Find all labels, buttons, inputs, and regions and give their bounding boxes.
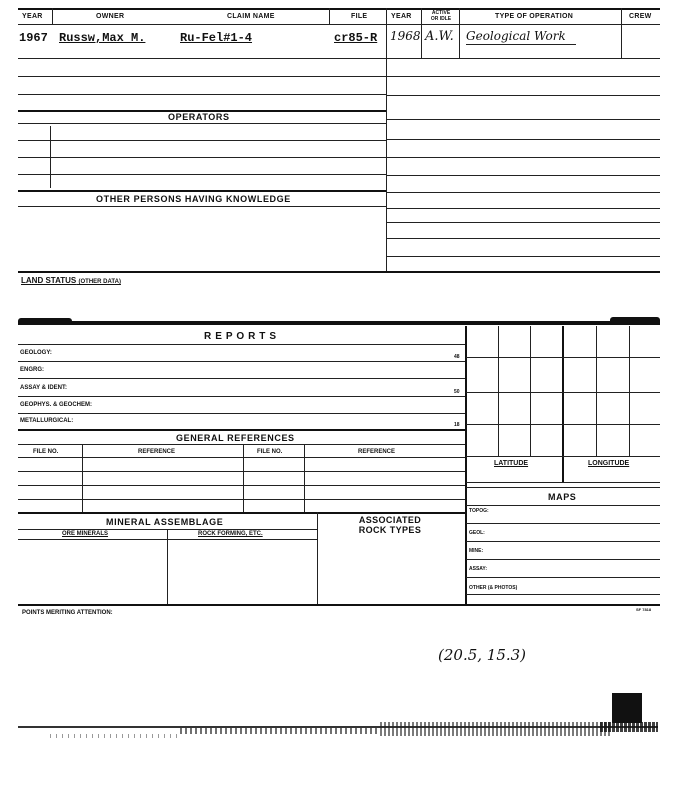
metallurgical-num: 18 [454,422,460,428]
col-year-header: YEAR [22,13,43,20]
col-active-header [425,10,457,22]
ref-col-reference-1: REFERENCE [138,449,176,455]
longitude-label: LONGITUDE [588,460,630,467]
row-line [18,190,386,192]
bar-blob-left [18,318,72,324]
row-line [18,413,466,414]
maps-geol: GEOL: [469,530,485,536]
row-line [386,222,660,223]
top-table-bottom [18,271,660,273]
grid-v [629,326,630,456]
reports-label: R E P O R T S [204,331,277,342]
grid-h [466,357,660,358]
associated-rock-types-label: ASSOCIATED ROCK TYPES [358,515,422,535]
grid-v [498,326,499,456]
entry-file: cr85-R [334,31,378,45]
row-line [386,238,660,239]
lower-bottom-bar [18,604,660,606]
col-owner-header: OWNER [96,13,125,20]
noise-band [380,722,610,736]
mineral-assemblage-label: MINERAL ASSEMBLAGE [106,517,224,527]
grid-h [466,456,660,457]
divider [52,8,53,24]
grid-h [466,392,660,393]
maps-topog: TOPOG: [469,508,489,514]
row-line [18,361,466,362]
divider [459,8,460,58]
operation-underline [466,44,576,45]
points-meriting-label: POINTS MERITING ATTENTION: [22,610,113,616]
col-file-header: FILE [351,13,368,20]
divider [421,8,422,58]
divider-main [386,8,387,272]
row-line [386,95,660,96]
land-status [21,276,121,285]
active-line2: OR IDLE [430,16,452,22]
land-status-sub: (OTHER DATA) [78,279,121,285]
operators-label: OPERATORS [168,112,230,122]
entry-operation: Geological Work [466,29,566,43]
active-line1: ACTIVE [431,10,451,16]
divider [329,8,330,24]
row-line [386,157,660,158]
engrg-label: ENGRG: [20,367,44,373]
maps-other: OTHER (& PHOTOS) [469,585,518,591]
geology-num: 48 [454,354,460,360]
row-line [18,94,386,95]
maps-assay: ASSAY: [469,566,488,572]
maps-mine: MINE: [469,548,484,554]
entry-claim-name: Ru-Fel#1-4 [180,31,253,45]
grid-h [466,487,660,488]
col-year2-header: YEAR [391,13,412,20]
row-line [18,76,386,77]
row-line [18,529,318,530]
row-line [18,58,386,59]
row-line [386,58,660,59]
grid-h [466,424,660,425]
row-line [18,140,386,141]
bar-blob-right [610,317,660,325]
row-line [466,559,660,560]
row-line [466,505,660,506]
rock-forming-label: ROCK FORMING, ETC. [198,531,263,537]
metallurgical-label: METALLURGICAL: [20,418,74,424]
header-underline [18,24,660,25]
row-line [386,208,660,209]
other-persons-label: OTHER PERSONS HAVING KNOWLEDGE [96,194,291,204]
row-line [18,471,466,472]
latitude-label: LATITUDE [494,460,529,467]
entry-active: A.W. [425,29,454,44]
ref-col-reference-2: REFERENCE [358,449,396,455]
grid-h [466,482,660,483]
row-line [18,539,318,540]
divider [50,126,51,188]
row-line [386,139,660,140]
ref-col-file-no-2: FILE NO. [257,449,283,455]
geophys-label: GEOPHYS. & GEOCHEM: [20,402,93,408]
row-line [466,594,660,595]
noise-band [180,728,380,734]
assay-label: ASSAY & IDENT: [20,385,68,391]
row-line [18,344,466,345]
noise-band [600,722,658,732]
row-line [18,429,466,431]
row-line [386,256,660,257]
row-line [386,76,660,77]
row-line [386,192,660,193]
divider [82,444,83,512]
grid-v [530,326,531,456]
col-crew-header: CREW [629,13,652,20]
row-line [466,523,660,524]
entry-year2: 1968 [390,29,421,43]
divider [304,444,305,512]
ore-minerals-label: ORE MINERALS [62,531,109,537]
row-line [18,378,466,379]
grid-v [562,326,564,482]
row-line [386,175,660,176]
row-line [18,123,386,124]
row-line [18,457,466,458]
row-line [466,541,660,542]
row-line [18,157,386,158]
grid-v [596,326,597,456]
row-line [18,512,466,514]
general-references-label: GENERAL REFERENCES [176,433,295,443]
row-line [18,499,466,500]
col-operation-header: TYPE OF OPERATION [495,13,574,20]
form-code: SF 7818 [636,607,652,612]
entry-owner: Russw,Max M. [59,31,146,45]
row-line [18,396,466,397]
row-line [18,206,386,207]
land-status-label: LAND STATUS [21,276,77,285]
row-line [18,485,466,486]
divider [167,529,168,604]
divider-right-panel [465,326,467,604]
entry-year: 1967 [19,31,48,45]
col-claim-name-header: CLAIM NAME [227,13,275,20]
divider [243,444,244,512]
row-line [18,174,386,175]
geology-label: GEOLOGY: [20,350,52,356]
lower-top-bar [18,321,660,325]
noise-band [50,734,180,738]
ref-col-file-no-1: FILE NO. [33,449,59,455]
row-line [466,577,660,578]
assay-num: 50 [454,389,460,395]
noise-block [612,693,642,723]
row-line [386,119,660,120]
top-border [18,8,660,10]
maps-label: MAPS [548,492,577,502]
row-line [18,444,466,445]
divider [317,512,318,604]
handwritten-coords: (20.5, 15.3) [438,646,527,664]
divider [621,8,622,58]
